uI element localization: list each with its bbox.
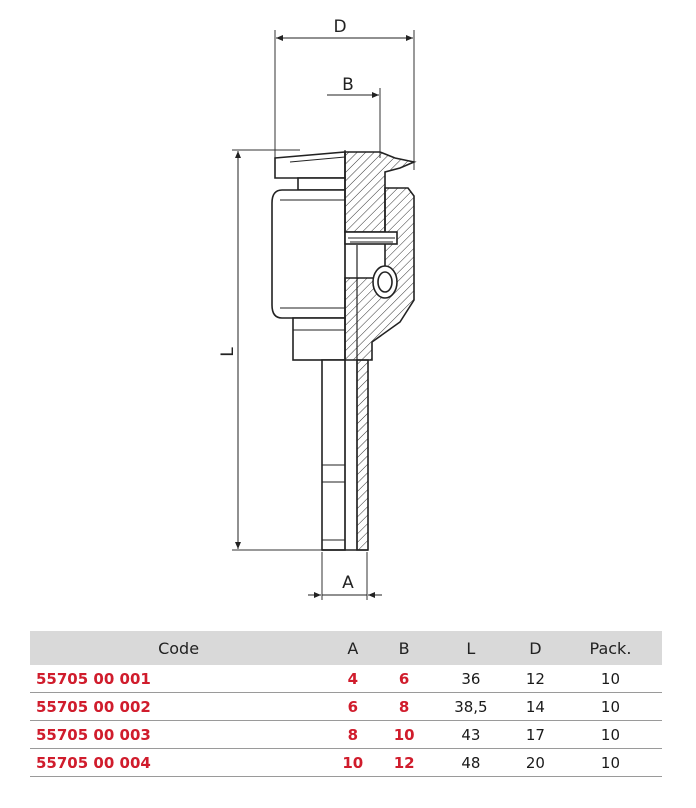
table-header-row [30,631,662,665]
cell-code: 55705 00 003 [30,721,327,749]
cell-l: 48 [430,749,512,777]
cell-a: 8 [327,721,378,749]
header-b: B [378,631,429,665]
cell-d: 12 [512,665,559,693]
header-a: A [327,631,378,665]
cell-pack: 10 [559,693,662,721]
table-row [30,693,662,721]
dimension-l-label: L [218,347,238,357]
cell-code: 55705 00 001 [30,665,327,693]
cell-l: 43 [430,721,512,749]
fitting-exterior-half [272,152,345,550]
cell-d: 17 [512,721,559,749]
cell-l: 36 [430,665,512,693]
cell-b: 10 [378,721,429,749]
cell-a: 10 [327,749,378,777]
table-row [30,721,662,749]
table-row [30,749,662,777]
dimension-b-label: B [342,75,354,95]
header-l: L [430,631,512,665]
cell-a: 4 [327,665,378,693]
dimension-b [327,75,380,158]
cell-b: 12 [378,749,429,777]
cell-a: 6 [327,693,378,721]
cell-pack: 10 [559,749,662,777]
cell-d: 20 [512,749,559,777]
cell-b: 6 [378,665,429,693]
dimension-a [308,552,382,600]
header-pack: Pack. [559,631,662,665]
table-row [30,665,662,693]
cell-d: 14 [512,693,559,721]
cell-code: 55705 00 002 [30,693,327,721]
header-d: D [512,631,559,665]
header-code: Code [30,631,327,665]
dimension-a-label: A [342,573,354,593]
cell-b: 8 [378,693,429,721]
cell-l: 38,5 [430,693,512,721]
cell-pack: 10 [559,665,662,693]
dimension-d-label: D [333,17,347,37]
cell-code: 55705 00 004 [30,749,327,777]
cell-pack: 10 [559,721,662,749]
product-spec-table [30,631,662,777]
